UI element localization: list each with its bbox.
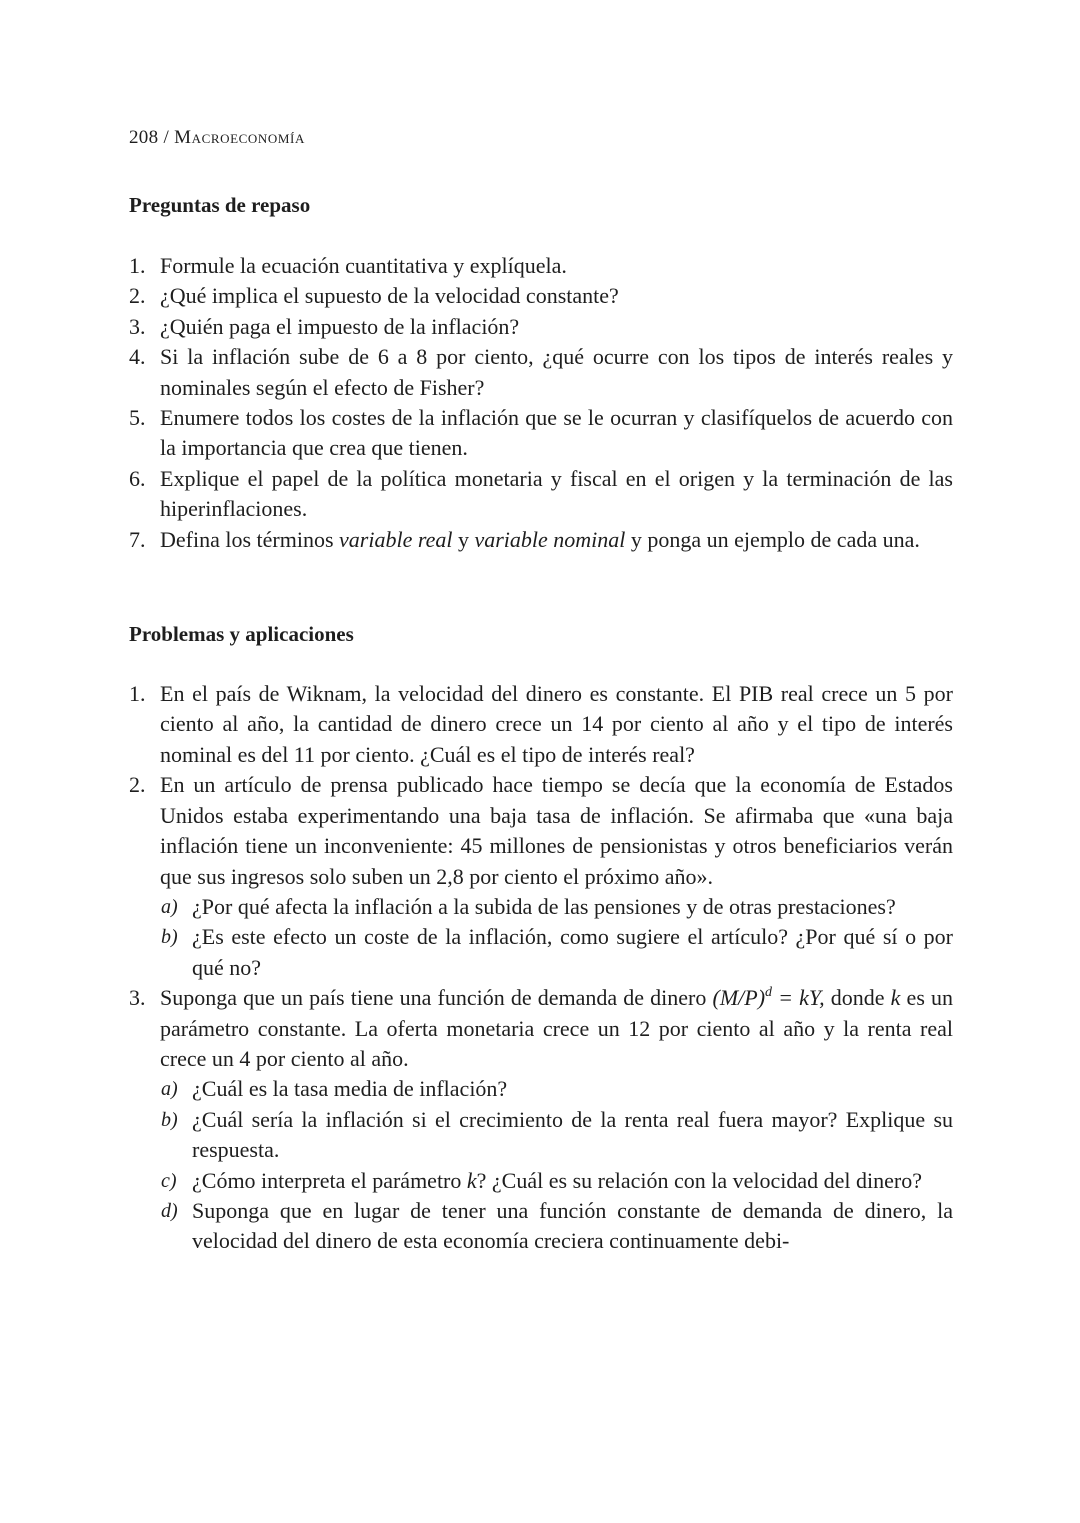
- item-number: 1.: [129, 681, 146, 707]
- list-item: [129, 403, 953, 464]
- sub-question: [160, 1105, 953, 1166]
- item-text: Si la inflación sube de 6 a 8 por ciento, ¿qué ocurre con los tipos de interés reales y nominales según el efecto de Fisher?: [160, 344, 953, 400]
- item-text-mid: y: [452, 526, 475, 552]
- term-variable-real: variable real: [339, 526, 453, 552]
- item-number: 5.: [129, 405, 146, 431]
- sub-question-text: ¿Cuál es la tasa media de inflación?: [192, 1076, 508, 1102]
- item-text-start: Defina los términos: [160, 526, 340, 552]
- sub-question-text: ¿Por qué afecta la inflación a la subida de las pensiones y de otras prestaciones?: [192, 893, 896, 919]
- problem-text-end: es un parámetro constante. La oferta monetaria crece un 12 por ciento al año y la renta real crece un 4 por ciento al año.: [160, 985, 954, 1071]
- running-head-separator: /: [158, 127, 175, 148]
- sub-question: [160, 1074, 953, 1104]
- sub-question-list: [160, 892, 953, 983]
- problem-item: [129, 983, 953, 1257]
- problems-heading: Problemas y aplicaciones: [129, 622, 354, 647]
- sub-question: [160, 1196, 953, 1257]
- item-text: Formule la ecuación cuantitativa y explíquela.: [160, 253, 567, 278]
- list-item: [129, 251, 953, 281]
- sub-question-letter: b): [161, 1108, 178, 1131]
- item-number: 2.: [129, 772, 146, 798]
- item-number: 3.: [129, 313, 146, 339]
- problem-text-start: Suponga que un país tiene una función de demanda de dinero: [160, 985, 713, 1011]
- item-text: Enumere todos los costes de la inflación que se le ocurran y clasifíquelos de acuerdo con la importancia que crea que tienen.: [160, 405, 953, 461]
- problem-text: En un artículo de prensa publicado hace tiempo se decía que la economía de Estados Unidos estaba experimentando una baja tasa de inflación. Se afirmaba que «una baja inflación tiene un inconveniente: 45 millones de pensionistas y otros beneficiarios verán que sus ingresos solo suben un 2,8 por ciento el próximo año».: [160, 772, 953, 889]
- sub-question-letter: a): [161, 895, 178, 918]
- list-item: [129, 312, 953, 342]
- sub-question: [160, 892, 953, 922]
- item-number: 1.: [129, 253, 146, 278]
- item-number: 3.: [129, 985, 146, 1011]
- formula-superscript: d: [765, 985, 773, 1001]
- item-text-end: y ponga un ejemplo de cada una.: [625, 526, 920, 552]
- item-number: 4.: [129, 344, 146, 370]
- review-questions-heading: Preguntas de repaso: [129, 193, 311, 217]
- item-number: 7.: [129, 526, 146, 552]
- sub-question-text: Suponga que en lugar de tener una función constante de demanda de dinero, la velocidad del dinero de esta economía creciera continuamente debi-: [192, 1197, 953, 1254]
- sub-question-text-end: ? ¿Cuál es su relación con la velocidad del dinero?: [476, 1167, 922, 1193]
- item-text: ¿Qué implica el supuesto de la velocidad constante?: [160, 283, 619, 309]
- problem-item: [129, 770, 953, 983]
- sub-question-text: ¿Es este efecto un coste de la inflación, como sugiere el artículo? ¿Por qué sí o por qué no?: [192, 924, 953, 980]
- list-item: [129, 464, 953, 525]
- problem-text-mid: donde: [824, 985, 891, 1011]
- list-item: [129, 525, 953, 555]
- book-title: Macroeconomía: [174, 127, 305, 148]
- term-variable-nominal: variable nominal: [474, 526, 626, 552]
- sub-question-letter: c): [161, 1169, 177, 1192]
- sub-question-letter: d): [161, 1199, 178, 1222]
- parameter-k: k: [890, 985, 901, 1011]
- item-number: 2.: [129, 283, 146, 309]
- list-item: [129, 342, 953, 403]
- formula-rhs: = kY,: [772, 985, 825, 1011]
- page-number: 208: [129, 127, 159, 148]
- running-head: [129, 126, 953, 150]
- list-item: [129, 281, 953, 311]
- item-number: 6.: [129, 465, 146, 491]
- sub-question-letter: a): [161, 1078, 178, 1101]
- problem-item: [129, 679, 953, 770]
- review-questions-list: [129, 251, 953, 555]
- sub-question: [160, 1166, 953, 1196]
- sub-question-text: ¿Cuál sería la inflación si el crecimiento de la renta real fuera mayor? Explique su respuesta.: [192, 1106, 953, 1163]
- sub-question-letter: b): [161, 926, 178, 949]
- formula-lhs: (M/P): [712, 985, 766, 1011]
- sub-question-text-start: ¿Cómo interpreta el parámetro: [192, 1167, 467, 1193]
- problems-list: [129, 679, 953, 1257]
- item-text: ¿Quién paga el impuesto de la inflación?: [160, 313, 520, 339]
- sub-question-list: [160, 1074, 953, 1256]
- problem-text: En el país de Wiknam, la velocidad del dinero es constante. El PIB real crece un 5 por ciento al año, la cantidad de dinero crece un 14 por ciento al año y el tipo de interés nominal es del 11 por ciento. ¿Cuál es el tipo de interés real?: [160, 681, 953, 767]
- item-text: Explique el papel de la política monetaria y fiscal en el origen y la terminación de las hiperinflaciones.: [160, 465, 953, 522]
- sub-question: [160, 922, 953, 983]
- parameter-k: k: [466, 1167, 477, 1193]
